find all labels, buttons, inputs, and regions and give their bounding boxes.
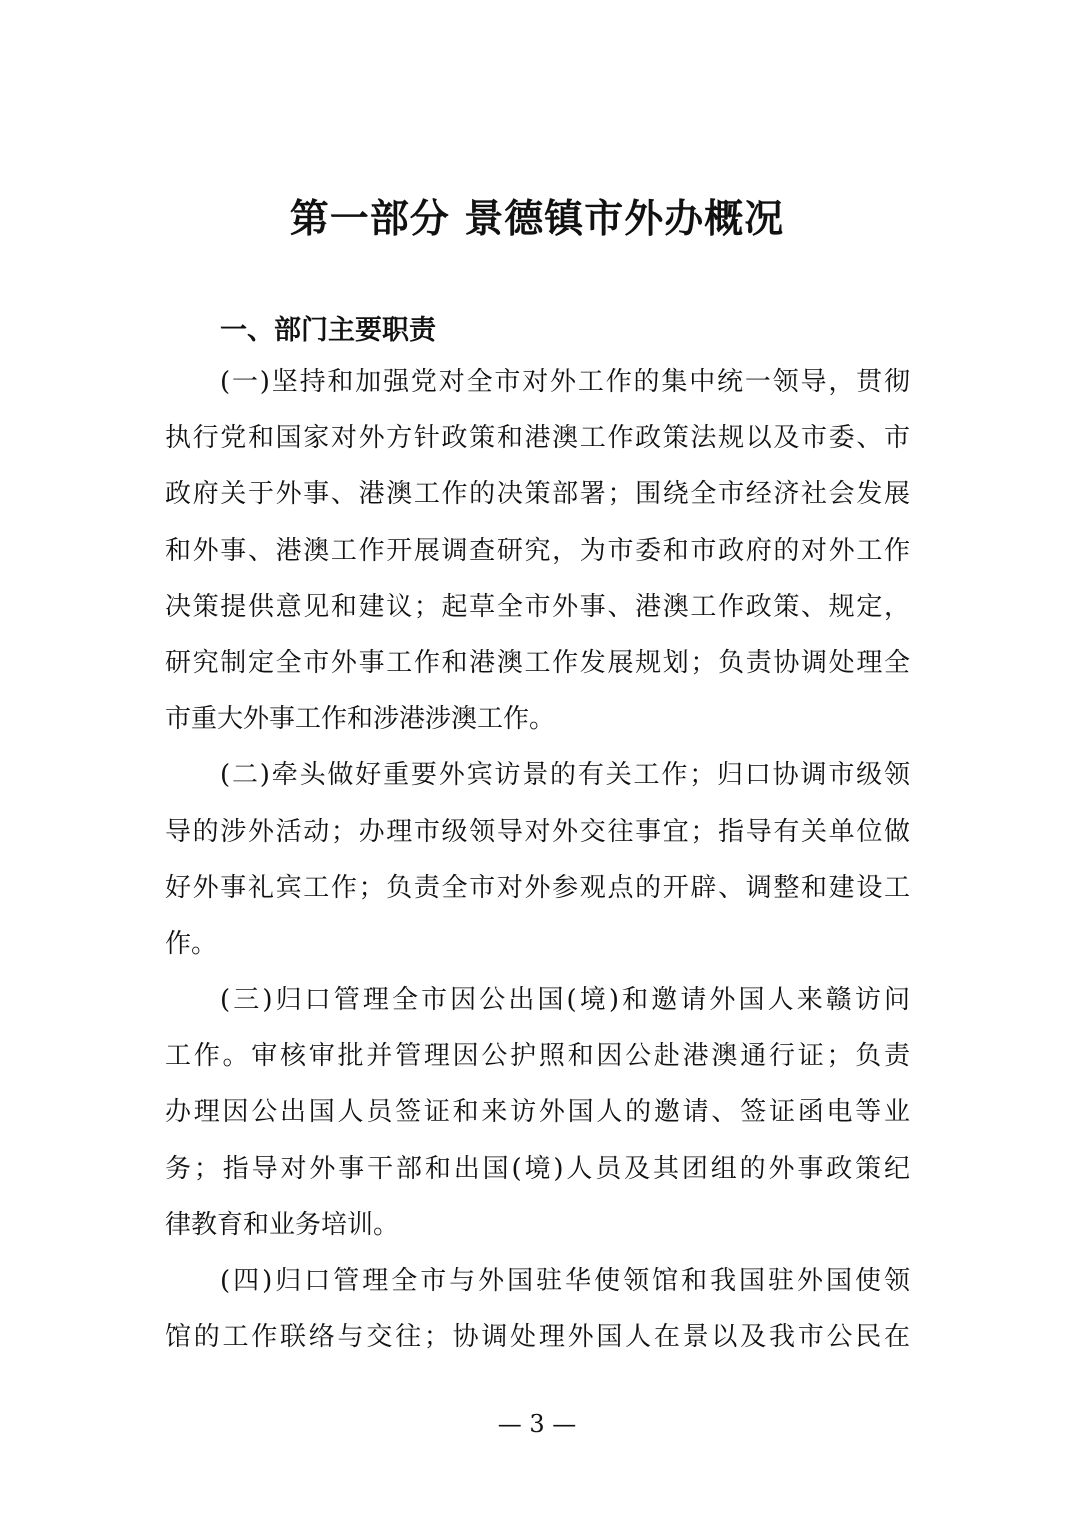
text-line: 作。 xyxy=(165,928,218,959)
paragraph xyxy=(165,1261,910,1373)
text-line: 执行党和国家对外方针政策和港澳工作政策法规以及市委、市 xyxy=(165,423,910,454)
section-heading: 一、部门主要职责 xyxy=(220,315,436,346)
text-line: 馆的工作联络与交往；协调处理外国人在景以及我市公民在 xyxy=(165,1322,910,1353)
page-number: — 3 — xyxy=(497,1410,577,1438)
text-line: 市重大外事工作和涉港涉澳工作。 xyxy=(165,704,556,735)
text-line: 办理因公出国人员签证和来访外国人的邀请、签证函电等业 xyxy=(165,1097,910,1128)
paragraph xyxy=(165,980,910,1261)
text-line: 政府关于外事、港澳工作的决策部署；围绕全市经济社会发展 xyxy=(165,479,910,510)
text-line: (四)归口管理全市与外国驻华使领馆和我国驻外国使领 xyxy=(220,1266,910,1296)
text-line: 好外事礼宾工作；负责全市对外参观点的开辟、调整和建设工 xyxy=(165,872,910,903)
text-line: (一)坚持和加强党对全市对外工作的集中统一领导，贯彻 xyxy=(220,367,910,397)
paragraph xyxy=(165,755,910,980)
document-body xyxy=(165,362,910,1373)
text-line: 工作。审核审批并管理因公护照和因公赴港澳通行证；负责 xyxy=(165,1041,910,1072)
text-line: (二)牵头做好重要外宾访景的有关工作；归口协调市级领 xyxy=(220,760,910,791)
paragraph xyxy=(165,362,910,755)
text-line: 和外事、港澳工作开展调查研究，为市委和市政府的对外工作 xyxy=(165,535,910,566)
text-line: 决策提供意见和建议；起草全市外事、港澳工作政策、规定， xyxy=(165,591,910,622)
text-line: 务；指导对外事干部和出国(境)人员及其团组的外事政策纪 xyxy=(165,1153,910,1184)
text-line: 研究制定全市外事工作和港澳工作发展规划；负责协调处理全 xyxy=(165,647,910,678)
text-line: (三)归口管理全市因公出国(境)和邀请外国人来赣访问 xyxy=(220,985,910,1016)
page-title: 第一部分 景德镇市外办概况 xyxy=(289,197,785,242)
text-line: 导的涉外活动；办理市级领导对外交往事宜；指导有关单位做 xyxy=(165,816,910,847)
text-line: 律教育和业务培训。 xyxy=(165,1209,400,1240)
